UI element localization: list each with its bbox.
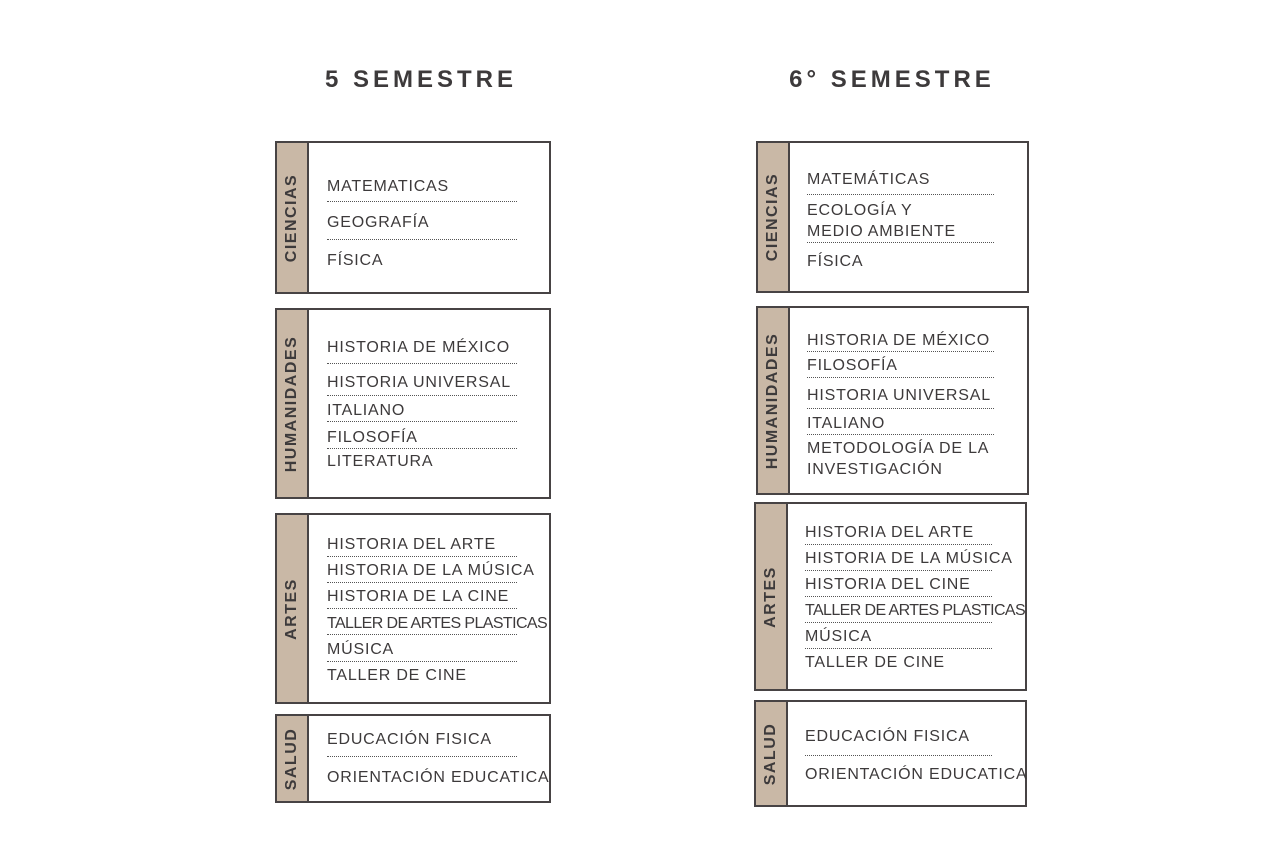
sem6-ciencias-box — [756, 141, 1029, 293]
divider — [805, 622, 992, 623]
subject-item: TALLER DE CINE — [805, 654, 945, 671]
divider — [327, 363, 517, 364]
divider — [327, 448, 517, 449]
subject-item: LITERATURA — [327, 453, 434, 470]
subject-item: HISTORIA UNIVERSAL — [327, 374, 511, 391]
subject-item: ORIENTACIÓN EDUCATICA — [327, 769, 550, 786]
sem6-artes-box — [754, 502, 1027, 691]
subject-item: FILOSOFÍA — [807, 357, 898, 374]
divider — [807, 351, 994, 352]
sem6-humanidades-box — [756, 306, 1029, 495]
subject-item: TALLER DE ARTES PLASTICAS — [805, 602, 1026, 619]
subject-item: HISTORIA DEL CINE — [805, 576, 971, 593]
divider — [327, 756, 517, 757]
sem5-humanidades-box — [275, 308, 551, 499]
divider — [807, 242, 994, 243]
divider — [327, 608, 517, 609]
subject-item: MÚSICA — [327, 641, 395, 658]
divider — [327, 239, 517, 240]
subject-item: MATEMATICAS — [327, 178, 449, 195]
divider — [327, 556, 517, 557]
divider — [805, 596, 992, 597]
subject-item: EDUCACIÓN FISICA — [805, 728, 970, 745]
divider — [805, 544, 992, 545]
subject-item: HISTORIA DEL ARTE — [805, 524, 974, 541]
subject-item: ITALIANO — [807, 415, 886, 432]
sem6-salud-box — [754, 700, 1027, 807]
sem5-ciencias-box — [275, 141, 551, 294]
subject-item: HISTORIA DE LA MÚSICA — [327, 562, 535, 579]
sem5-humanidades-category: HUMANIDADES — [277, 310, 309, 497]
divider — [327, 395, 517, 396]
subject-item: FILOSOFÍA — [327, 429, 418, 446]
subject-item: ITALIANO — [327, 402, 406, 419]
divider — [807, 194, 994, 195]
divider — [327, 421, 517, 422]
divider — [805, 648, 992, 649]
subject-item: INVESTIGACIÓN — [807, 461, 943, 478]
subject-item: TALLER DE CINE — [327, 667, 467, 684]
divider — [327, 582, 517, 583]
subject-item: HISTORIA DEL ARTE — [327, 536, 496, 553]
sem6-artes-category: ARTES — [756, 504, 788, 689]
subject-item: METODOLOGÍA DE LA — [807, 440, 990, 457]
divider — [805, 570, 992, 571]
subject-item: MÚSICA — [805, 628, 873, 645]
subject-item: HISTORIA UNIVERSAL — [807, 387, 991, 404]
subject-item: HISTORIA DE LA CINE — [327, 588, 510, 605]
divider — [807, 377, 994, 378]
subject-item: HISTORIA DE LA MÚSICA — [805, 550, 1013, 567]
sem5-salud-box — [275, 714, 551, 803]
subject-item: HISTORIA DE MÉXICO — [327, 339, 511, 356]
divider — [807, 434, 994, 435]
subject-item: FÍSICA — [327, 252, 384, 269]
sem6-humanidades-category: HUMANIDADES — [758, 308, 790, 493]
sem5-salud-category: SALUD — [277, 716, 309, 801]
subject-item: HISTORIA DE MÉXICO — [807, 332, 991, 349]
subject-item: ORIENTACIÓN EDUCATICA — [805, 766, 1028, 783]
subject-item: GEOGRAFÍA — [327, 214, 430, 231]
semester-5-title: 5 SEMESTRE — [324, 66, 518, 93]
divider — [327, 201, 517, 202]
sem5-artes-category: ARTES — [277, 515, 309, 702]
subject-item: MEDIO AMBIENTE — [807, 223, 956, 240]
divider — [805, 755, 992, 756]
sem5-ciencias-category: CIENCIAS — [277, 143, 309, 292]
divider — [327, 634, 517, 635]
subject-item: ECOLOGÍA Y — [807, 202, 913, 219]
subject-item: TALLER DE ARTES PLASTICAS — [327, 615, 548, 632]
divider — [807, 408, 994, 409]
subject-item: FÍSICA — [807, 253, 864, 270]
semester-6-title: 6° SEMESTRE — [789, 66, 995, 93]
divider — [327, 661, 517, 662]
sem5-artes-box — [275, 513, 551, 704]
sem6-ciencias-category: CIENCIAS — [758, 143, 790, 291]
sem6-salud-category: SALUD — [756, 702, 788, 805]
subject-item: EDUCACIÓN FISICA — [327, 731, 492, 748]
subject-item: MATEMÁTICAS — [807, 171, 931, 188]
